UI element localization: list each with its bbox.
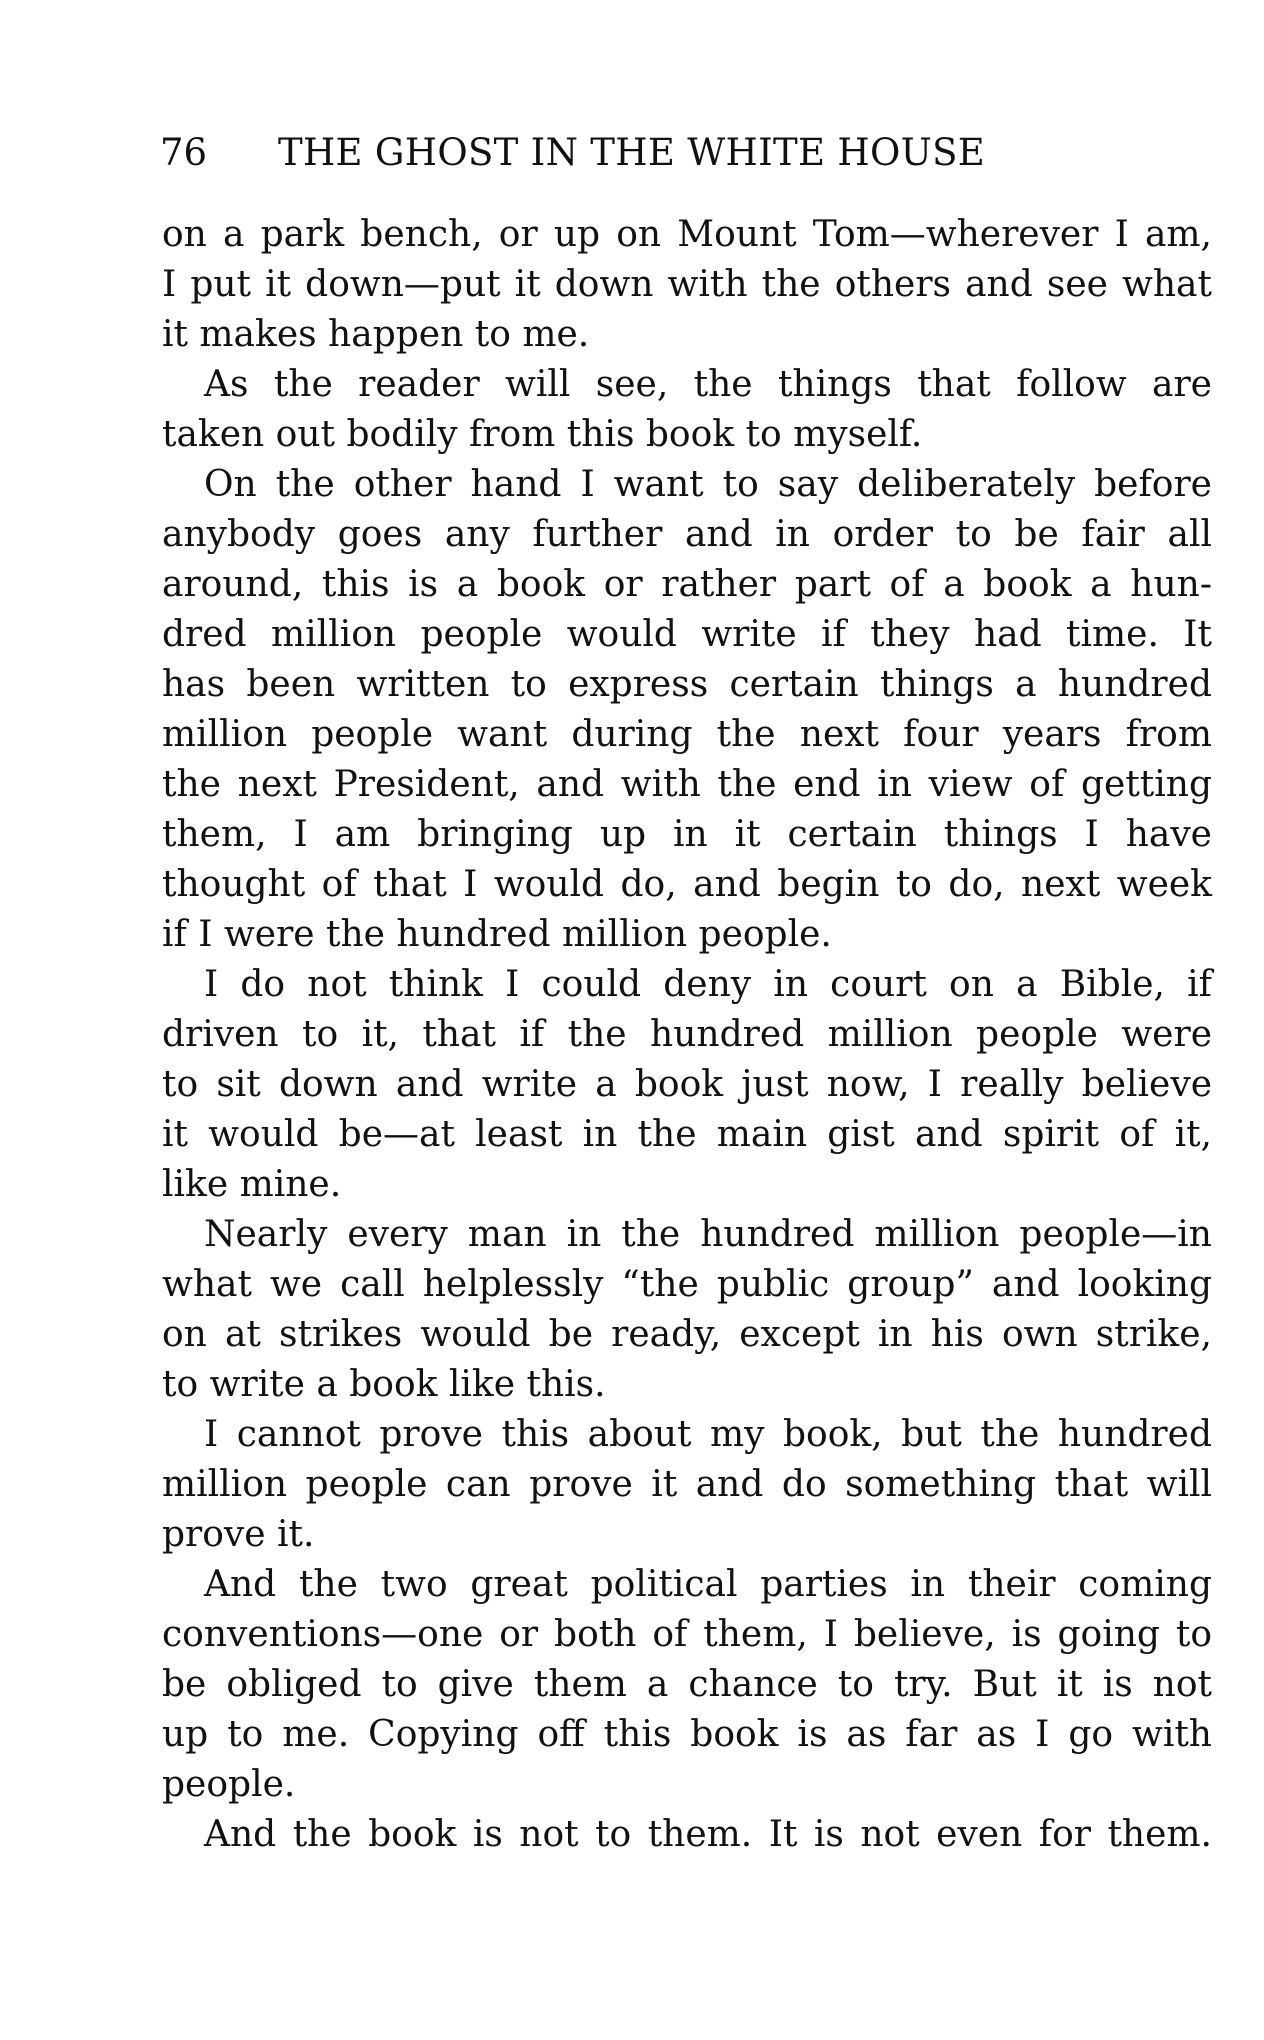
paragraph-first-line: And the two great political parties in their coming — [204, 1564, 1212, 1605]
text-line: if I were the hundred million people. — [162, 914, 832, 955]
body-text — [162, 210, 1212, 1860]
text-line: thought of that I would do, and begin to do, next week — [162, 864, 1212, 905]
text-line: million people can prove it and do something that will — [162, 1464, 1212, 1505]
paragraph-first-line: And the book is not to them. It is not even for them. — [204, 1814, 1212, 1855]
text-line: it makes happen to me. — [162, 314, 590, 355]
text-line: what we call helplessly “the public group” and looking — [162, 1264, 1212, 1305]
text-line: I put it down—put it down with the others and see what — [162, 264, 1212, 305]
text-line: on a park bench, or up on Mount Tom—wherever I am, — [162, 214, 1212, 255]
text-line: driven to it, that if the hundred million people were — [162, 1014, 1212, 1055]
book-title: THE GHOST IN THE WHITE HOUSE — [278, 131, 986, 174]
text-line: it would be—at least in the main gist and spirit of it, — [162, 1114, 1212, 1155]
paragraph-first-line: Nearly every man in the hundred million people—in — [204, 1214, 1212, 1255]
text-line: people. — [162, 1764, 296, 1805]
text-line: them, I am bringing up in it certain things I have — [162, 814, 1212, 855]
page-number: 76 — [160, 131, 208, 174]
text-line: like mine. — [162, 1164, 342, 1205]
text-line: be obliged to give them a chance to try. But it is not — [162, 1664, 1212, 1705]
text-line: taken out bodily from this book to myself. — [162, 414, 923, 455]
paragraph-first-line: I cannot prove this about my book, but the hundred — [204, 1414, 1212, 1455]
paragraph-first-line: On the other hand I want to say deliberately before — [204, 464, 1212, 505]
text-line: prove it. — [162, 1514, 315, 1555]
running-head — [160, 128, 1120, 178]
text-line: conventions—one or both of them, I believe, is going to — [162, 1614, 1212, 1655]
text-line: dred million people would write if they had time. It — [162, 614, 1212, 655]
text-line: around, this is a book or rather part of a book a hun- — [162, 564, 1212, 605]
text-line: million people want during the next four years from — [162, 714, 1212, 755]
paragraph-first-line: I do not think I could deny in court on a Bible, if — [204, 964, 1212, 1005]
text-line: the next President, and with the end in view of getting — [162, 764, 1212, 805]
text-line: anybody goes any further and in order to be fair all — [162, 514, 1212, 555]
text-line: up to me. Copying off this book is as far as I go with — [162, 1714, 1212, 1755]
paragraph-first-line: As the reader will see, the things that follow are — [204, 364, 1212, 405]
text-line: has been written to express certain things a hundred — [162, 664, 1212, 705]
text-line: to sit down and write a book just now, I really believe — [162, 1064, 1212, 1105]
text-line: on at strikes would be ready, except in his own strike, — [162, 1314, 1212, 1355]
text-line: to write a book like this. — [162, 1364, 606, 1405]
